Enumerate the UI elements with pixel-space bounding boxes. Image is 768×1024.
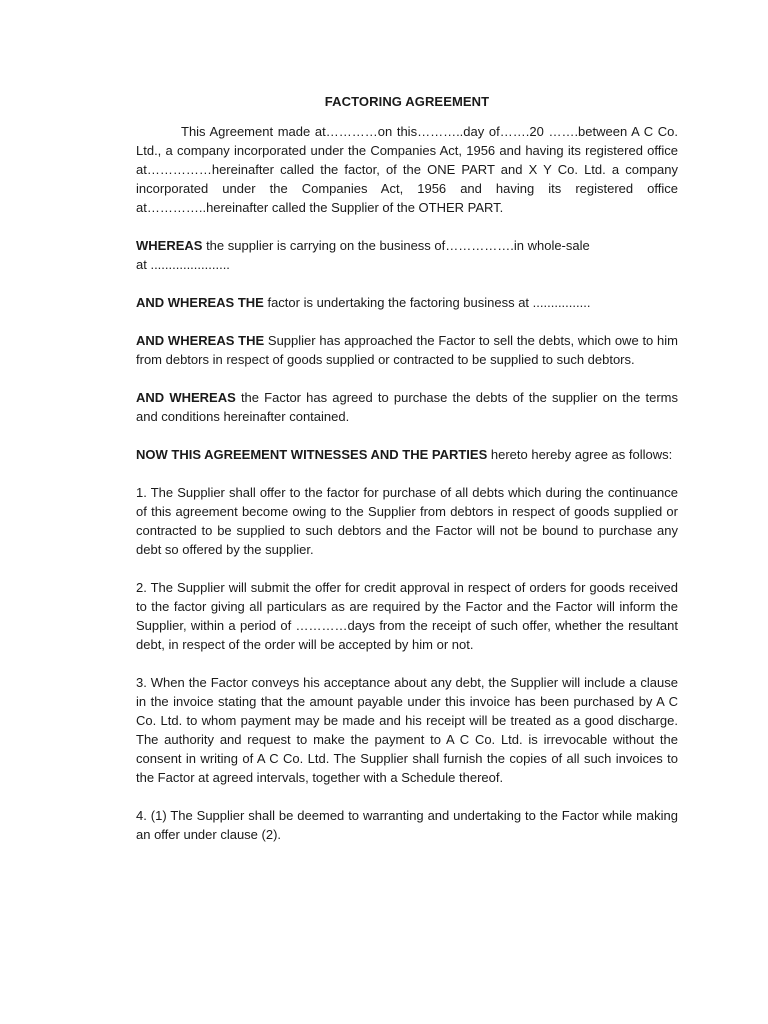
intro-paragraph: This Agreement made at…………on this………..day of…….20 …….between A C Co. Ltd., a company incorporated under the Companies Act, 1956 and having its registered office at……………hereinafter called the factor, of the ONE PART and X Y Co. Ltd. a company incorporated under the Companies Act, 1956 and having its registered office at…………..hereinafter called the Supplier of the OTHER PART. [136, 124, 678, 215]
whereas-text-2: factor is undertaking the factoring business at ................ [263, 295, 591, 310]
whereas-lead-1: WHEREAS [136, 238, 203, 253]
witnesses-paragraph [136, 445, 678, 464]
document-title: FACTORING AGREEMENT [324, 94, 490, 109]
document-body [136, 92, 678, 863]
whereas-paragraph-2 [136, 293, 678, 312]
whereas-lead-3: AND WHEREAS THE [136, 333, 265, 348]
clause-1: 1. The Supplier shall offer to the factor for purchase of all debts which during the continuance of this agreement become owing to the Supplier from debtors in respect of goods supplied or contracted to be supplied to such debtors and the Factor will not be bound to purchase any debt so offered by the supplier. [136, 485, 678, 557]
witnesses-lead: NOW THIS AGREEMENT WITNESSES AND THE PARTIES [136, 447, 488, 462]
whereas-text-1: the supplier is carrying on the business of…………….in whole-sale [202, 238, 590, 253]
whereas-lead-2: AND WHEREAS THE [136, 295, 264, 310]
whereas-line2-1: at ...................... [136, 257, 230, 272]
witnesses-text: hereto hereby agree as follows: [487, 447, 673, 462]
clause-3: 3. When the Factor conveys his acceptance about any debt, the Supplier will include a clause in the invoice stating that the amount payable under this invoice has been purchased by A C Co. Ltd. to whom payment may be made and his receipt will be treated as a good discharge. The authority and request to make the payment to A C Co. Ltd. is irrevocable without the consent in writing of A C Co. Ltd. The Supplier shall furnish the copies of all such invoices to the Factor at agreed intervals, together with a Schedule thereof. [136, 675, 678, 785]
whereas-text-4: the Factor has agreed to purchase the debts of the supplier on the terms and conditions hereinafter contained. [136, 390, 678, 424]
clause-4: 4. (1) The Supplier shall be deemed to warranting and undertaking to the Factor while making an offer under clause (2). [136, 808, 678, 842]
whereas-text-3: Supplier has approached the Factor to sell the debts, which owe to him from debtors in respect of goods supplied or contracted to be supplied to such debtors. [136, 333, 678, 367]
whereas-paragraph-1 [136, 236, 678, 274]
whereas-paragraph-4 [136, 388, 678, 426]
clause-2: 2. The Supplier will submit the offer for credit approval in respect of orders for goods received to the factor giving all particulars as are required by the Factor and the Factor will inform the Supplier, within a period of …………days from the receipt of such offer, whether the resultant debt, in respect of the order will be accepted by him or not. [136, 580, 678, 652]
whereas-lead-4: AND WHEREAS [136, 390, 236, 405]
whereas-paragraph-3 [136, 331, 678, 369]
